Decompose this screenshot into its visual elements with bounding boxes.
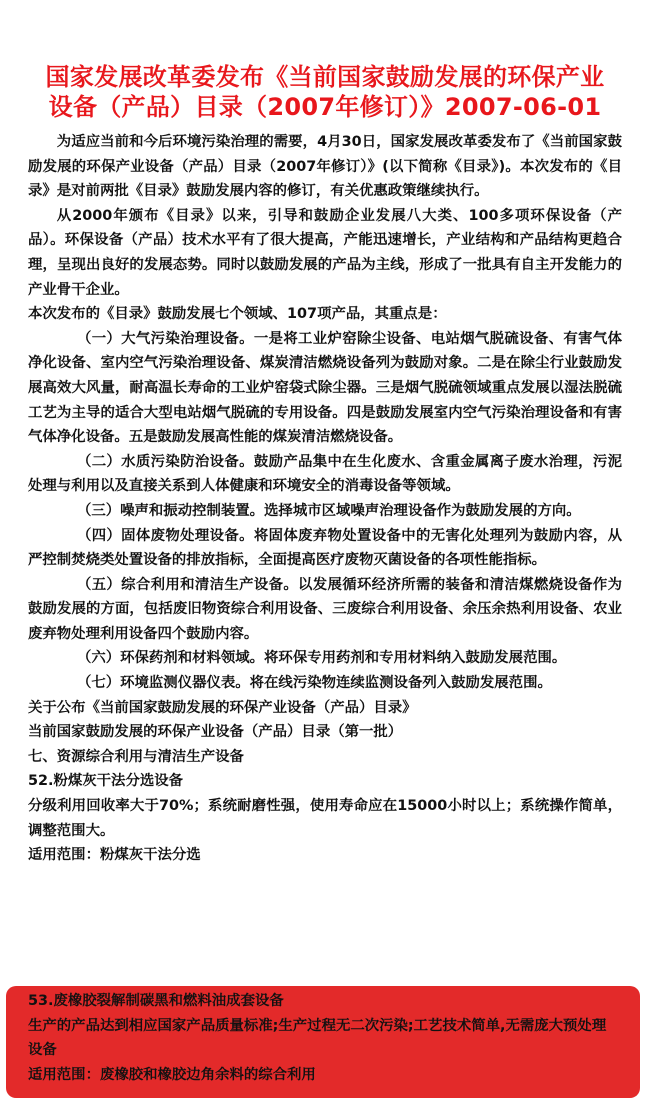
item-52-title: 52.粉煤灰干法分选设备 <box>28 773 184 790</box>
heading-announcement: 关于公布《当前国家鼓励发展的环保产业设备（产品）目录》 <box>28 699 417 716</box>
item-52-scope: 适用范围：粉煤灰干法分选 <box>28 847 201 864</box>
article-body <box>28 130 622 868</box>
paragraph-item-2: （二）水质污染防治设备。鼓励产品集中在生化废水、含重金属离子废水治理，污泥处理与利用以及直接关系到人体健康和环境安全的消毒设备等领域。 <box>28 453 622 495</box>
page-title <box>28 62 622 122</box>
paragraph-history: 从2000年颁布《目录》以来，引导和鼓励企业发展八大类、100多项环保设备（产品）。环保设备（产品）技术水平有了很大提高，产能迅速增长，产业结构和产品结构更趋合理，呈现出良好的发展态势。同时以鼓励发展的产品为主线，形成了一批具有自主开发能力的产业骨干企业。 <box>28 207 622 298</box>
paragraph-intro: 为适应当前和今后环境污染治理的需要，4月30日，国家发展改革委发布了《当前国家鼓励发展的环保产业设备（产品）目录（2007年修订）》(以下简称《目录》)。本次发布的《目录》是对前两批《目录》鼓励发展内容的修订，有关优惠政策继续执行。 <box>28 134 622 200</box>
paragraph-item-6: （六）环保药剂和材料领域。将环保专用药剂和专用材料纳入鼓励发展范围。 <box>76 650 567 667</box>
paragraph-item-1: （一）大气污染治理设备。一是将工业炉窑除尘设备、电站烟气脱硫设备、有害气体净化设备、室内空气污染治理设备、煤炭清洁燃烧设备列为鼓励对象。二是在除尘行业鼓励发展高效大风量，耐高温长寿命的工业炉窑袋式除尘器。三是烟气脱硫领域重点发展以湿法脱硫工艺为主导的适合大型电站烟气脱硫的专用设备。四是鼓励发展室内空气污染治理设备和有害气体净化设备。五是鼓励发展高性能的煤炭清洁燃烧设备。 <box>28 330 622 446</box>
paragraph-item-3: （三）噪声和振动控制装置。选择城市区域噪声治理设备作为鼓励发展的方向。 <box>76 502 581 519</box>
item-53-title: 53.废橡胶裂解制碳黑和燃料油成套设备 <box>28 993 284 1009</box>
title-line-1: 国家发展改革委发布《当前国家鼓励发展的环保产业 <box>45 63 605 91</box>
paragraph-item-4: （四）固体废物处理设备。将固体废弃物处置设备中的无害化处理列为鼓励内容，从严控制焚烧类处置设备的排放指标，全面提高医疗废物灭菌设备的各项性能指标。 <box>28 527 622 569</box>
paragraph-item-7: （七）环境监测仪器仪表。将在线污染物连续监测设备列入鼓励发展范围。 <box>76 675 552 692</box>
item-53-description: 生产的产品达到相应国家产品质量标准;生产过程无二次污染;工艺技术简单,无需庞大预处理设备 <box>28 1017 607 1059</box>
item-53-scope: 适用范围：废橡胶和橡胶边角余料的综合利用 <box>28 1066 316 1083</box>
paragraph-item-5: （五）综合利用和清洁生产设备。以发展循环经济所需的装备和清洁煤燃烧设备作为鼓励发展的方面，包括废旧物资综合利用设备、三废综合利用设备、余压余热利用设备、农业废弃物处理利用设备四个鼓励内容。 <box>28 576 622 642</box>
item-52-description: 分级利用回收率大于70%；系统耐磨性强，使用寿命应在15000小时以上；系统操作简单，调整范围大。 <box>28 798 622 839</box>
heading-catalog: 当前国家鼓励发展的环保产业设备（产品）目录（第一批） <box>28 724 403 741</box>
paragraph-focus: 本次发布的《目录》鼓励发展七个领域、107项产品，其重点是： <box>28 306 447 323</box>
title-line-2: 设备（产品）目录（2007年修订）》2007-06-01 <box>48 93 602 121</box>
highlight-box <box>6 986 640 1098</box>
heading-section-7: 七、资源综合利用与清洁生产设备 <box>28 748 244 765</box>
